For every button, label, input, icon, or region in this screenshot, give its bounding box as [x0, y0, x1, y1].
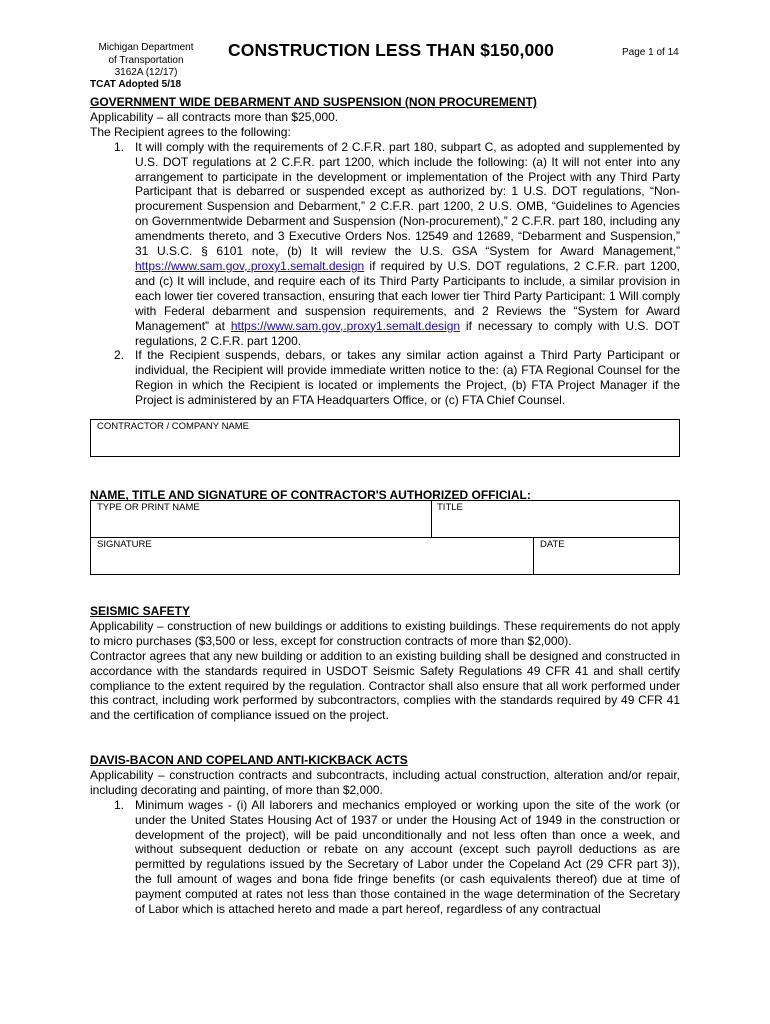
item-text: if required by U.S. DOT regulations, 2 C.F.R. part 1200, and (c) It will include, and require each of its Third Party Participants to include, a similar provision in each lower tier covered transaction, ensuring that each lower tier Third Party Participant: 1 Will comply with Federal debarment and suspension requirements, and 2 Reviews the “System for Award Management” at [135, 258, 680, 333]
print-name-label: TYPE OR PRINT NAME [97, 502, 200, 513]
form-number: 3162A (12/17) [114, 67, 178, 78]
page-title: CONSTRUCTION LESS THAN $150,000 [228, 40, 554, 60]
item-text: It will comply with the requirements of 2 C.F.R. part 180, subpart C, as adopted and supplemented by U.S. DOT regulations at 2 C.F.R. part 1200, which include the following: (a) It will not enter into any arrangement to participate in the development or implementation of the Project with any Third Party Participant that is debarred or suspended except as authorized by: 1 U.S. DOT regulations, “Non-procurement Suspension and Debarment,” 2 C.F.R. part 1200, 2 U.S. OMB, “Guidelines to Agencies on Governmentwide Debarment and Suspension (Non-procurement),” 2 C.F.R. part 180, including any amendments thereto, and 3 Executive Orders Nos. 12549 and 12689, “Debarment and Suspension,” 31 U.S.C. § 6101 note, (b) It will review the U.S. GSA “System for Award Management,” [135, 139, 680, 259]
debarment-agrees: The Recipient agrees to the following: [90, 124, 291, 139]
item-text: Minimum wages - (i) All laborers and mechanics employed or working upon the site of the work (or under the United States Housing Act of 1937 or under the Housing Act of 1949 in the construction or development of the project), will be paid unconditionally and not less often than once a week, and without subsequent deduction or rebate on any account (except such payroll deductions as are permitted by regulations issued by the Secretary of Labor under the Copeland Act (29 CFR part 3)), the full amount of wages and bona fide fringe benefits (or cash equivalents thereof) due at time of payment computed at rates not less than those contained in the wage determination of the Secretary of Labor which is attached hereto and made a part hereof, regardless of any contractual [135, 797, 680, 917]
tcat-adopted: TCAT Adopted 5/18 [90, 79, 182, 90]
sam-gov-link[interactable]: https://www.sam.gov,.proxy1.semalt.design [230, 318, 461, 333]
davis-bacon-applicability: Applicability – construction contracts and subcontracts, including actual construction, alteration and/or repair, including decorating and painting, of more than $2,000. [90, 767, 680, 797]
seismic-body: Contractor agrees that any new building or addition to an existing building shall be designed and constructed in accordance with the standards required in USDOT Seismic Safety Regulations 49 CFR 41 and shall certify compliance to the extent required by the regulation. Contractor shall also ensure that all work performed under this contract, including work performed by subcontractors, complies with the standards required by 49 CFR 41 and the certification of compliance issued on the project. [90, 648, 680, 723]
date-label: DATE [540, 539, 565, 550]
title-label: TITLE [437, 502, 463, 513]
seismic-heading: SEISMIC SAFETY [90, 604, 191, 618]
list-item [90, 140, 680, 349]
signature-block-heading: NAME, TITLE AND SIGNATURE OF CONTRACTOR'S AUTHORIZED OFFICIAL: [90, 488, 531, 502]
debarment-heading: GOVERNMENT WIDE DEBARMENT AND SUSPENSION (NON PROCUREMENT) [90, 95, 537, 109]
contractor-name-label: CONTRACTOR / COMPANY NAME [97, 421, 250, 432]
list-number: 2. [114, 348, 125, 363]
debarment-list [90, 140, 680, 408]
list-number: 1. [114, 797, 125, 812]
agency-name: Michigan Department [98, 42, 194, 53]
list-number: 1. [114, 139, 125, 154]
signature-label: SIGNATURE [97, 539, 152, 550]
davis-bacon-section [90, 753, 680, 917]
title-field[interactable] [432, 501, 679, 537]
item-text: if necessary to comply with U.S. DOT regulations, 2 C.F.R. part 1200. [135, 318, 680, 348]
agency-block [90, 42, 202, 80]
agency-name-2: of Transportation [108, 54, 184, 66]
list-item [90, 798, 680, 917]
davis-bacon-heading: DAVIS-BACON AND COPELAND ANTI-KICKBACK ACTS [90, 753, 408, 767]
list-item [90, 348, 680, 408]
page-number: Page 1 of 14 [622, 47, 679, 58]
debarment-section [90, 95, 680, 408]
sam-gov-link[interactable]: https://www.sam.gov,.proxy1.semalt.design [135, 258, 365, 273]
item-text: If the Recipient suspends, debars, or takes any similar action against a Third Party Participant or individual, the Recipient will provide immediate written notice to the: (a) FTA Regional Counsel for the Region in which the Recipient is located or implements the Project, (b) FTA Project Manager if the Project is administered by an FTA Headquarters Office, or (c) FTA Chief Counsel. [135, 348, 680, 408]
davis-bacon-list [90, 798, 680, 917]
seismic-section [90, 604, 680, 723]
seismic-applicability: Applicability – construction of new buildings or additions to existing buildings. These requirements do not apply to micro purchases ($3,500 or less, except for construction contracts of more than $2,000). [90, 618, 680, 648]
signature-field[interactable] [91, 538, 533, 574]
debarment-applicability: Applicability – all contracts more than $25,000. [90, 109, 339, 124]
